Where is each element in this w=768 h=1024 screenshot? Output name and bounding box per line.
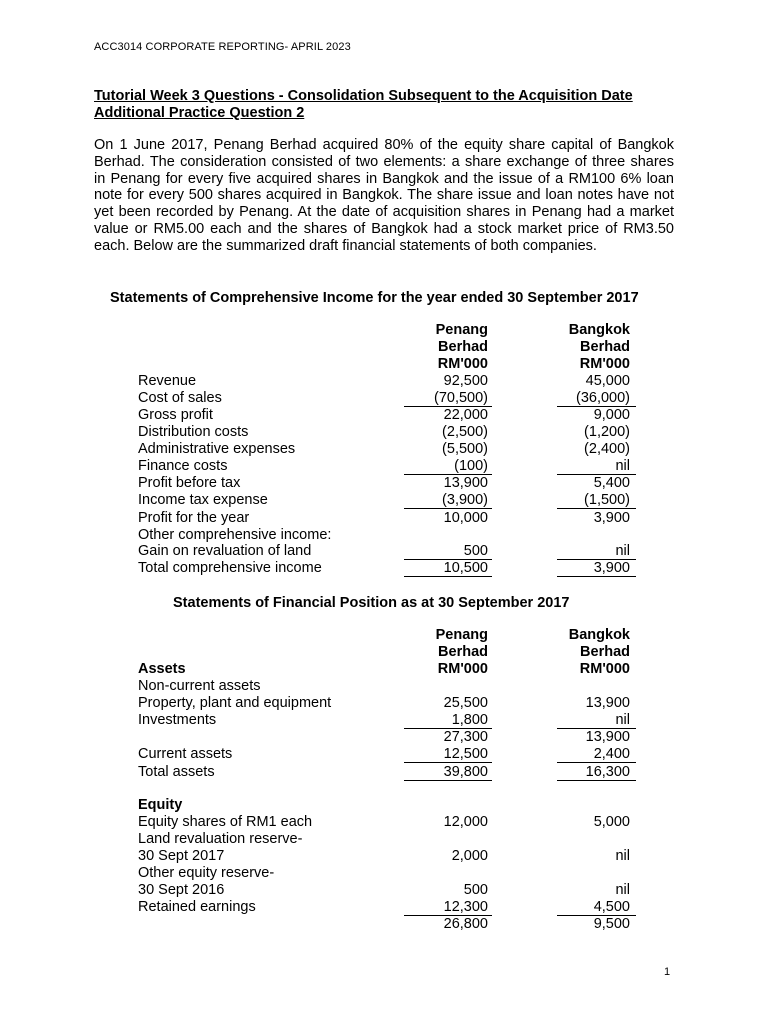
question-paragraph: On 1 June 2017, Penang Berhad acquired 80% of the equity share capital of Bangkok Berhad. The consideration consisted of two elements: a share exchange of three shares in Penang for every five acquired shares in Bangkok and the issue of a RM100 6% loan note for every 500 shares acquired in Bangkok. The share issue and loan notes have not yet been recorded by Penang. At the date of acquisition shares in Penang had a market value or RM5.00 each and the shares of Bangkok had a stock market price of RM3.50 each. Below are the summarized draft financial statements of both companies.: [94, 137, 674, 254]
row-label: Finance costs: [138, 458, 228, 474]
assets-heading: Assets: [138, 661, 186, 677]
income-statement-title: Statements of Comprehensive Income for the year ended 30 September 2017: [110, 290, 639, 306]
penang-value: 500: [463, 543, 488, 559]
position-row-equity-heading: [0, 797, 768, 814]
bangkok-value: 9,500: [593, 916, 630, 932]
rule: [557, 508, 636, 509]
bangkok-value: 9,000: [593, 407, 630, 423]
rule: [557, 780, 636, 781]
penang-value: 22,000: [443, 407, 488, 423]
row-label: Non-current assets: [138, 678, 261, 694]
income-row-revaluation-gain: [0, 543, 768, 560]
position-row-noncurrent-total: [0, 729, 768, 746]
row-label: 30 Sept 2016: [138, 882, 225, 898]
position-col1-h1: Penang: [435, 627, 488, 643]
penang-value: (100): [454, 458, 488, 474]
position-col2-h1: Bangkok: [568, 627, 630, 643]
penang-value: 10,000: [443, 510, 488, 526]
document-title: [94, 88, 684, 122]
rule: [404, 576, 492, 577]
position-col2-h2: Berhad: [580, 644, 630, 660]
income-col1-h2: Berhad: [438, 339, 488, 355]
rule: [557, 576, 636, 577]
income-row-tax: [0, 492, 768, 509]
income-col-header-1: [0, 322, 768, 339]
page-header: ACC3014 CORPORATE REPORTING- APRIL 2023: [94, 41, 351, 53]
income-row-admin: [0, 441, 768, 458]
title-line-2: Additional Practice Question 2: [94, 105, 305, 121]
row-label: Revenue: [138, 373, 197, 389]
bangkok-value: nil: [615, 848, 630, 864]
row-label: Income tax expense: [138, 492, 268, 508]
page-number: 1: [664, 966, 671, 978]
rule: [557, 762, 636, 763]
position-row-equity-total: [0, 916, 768, 933]
bangkok-value: 13,900: [585, 729, 630, 745]
penang-value: 12,500: [443, 746, 488, 762]
income-col2-h2: Berhad: [580, 339, 630, 355]
position-row-total-assets: [0, 764, 768, 781]
bangkok-value: nil: [615, 882, 630, 898]
income-row-profit-year: [0, 510, 768, 527]
income-col2-h1: Bangkok: [568, 322, 630, 338]
bangkok-value: 5,400: [593, 475, 630, 491]
row-label: 30 Sept 2017: [138, 848, 225, 864]
bangkok-value: nil: [615, 543, 630, 559]
row-label: Administrative expenses: [138, 441, 296, 457]
bangkok-value: 2,400: [593, 746, 630, 762]
row-label: Current assets: [138, 746, 233, 762]
income-row-revenue: [0, 373, 768, 390]
penang-value: (5,500): [442, 441, 488, 457]
position-row-retained-earnings: [0, 899, 768, 916]
row-label: Other equity reserve-: [138, 865, 275, 881]
penang-value: (3,900): [442, 492, 488, 508]
position-row-land-reserve-label: [0, 831, 768, 848]
income-row-gross-profit: [0, 407, 768, 424]
rule: [404, 762, 492, 763]
position-col-header-2: [0, 644, 768, 661]
income-col-header-3: [0, 356, 768, 373]
penang-value: 27,300: [443, 729, 488, 745]
rule: [404, 508, 492, 509]
penang-value: 500: [463, 882, 488, 898]
income-row-finance: [0, 458, 768, 475]
penang-value: 10,500: [443, 560, 488, 576]
income-row-distribution: [0, 424, 768, 441]
income-col1-h1: Penang: [435, 322, 488, 338]
bangkok-value: (36,000): [575, 390, 630, 406]
bangkok-value: 4,500: [593, 899, 630, 915]
position-row-ppe: [0, 695, 768, 712]
penang-value: 26,800: [443, 916, 488, 932]
penang-value: 2,000: [451, 848, 488, 864]
bangkok-value: nil: [615, 712, 630, 728]
row-label: Gain on revaluation of land: [138, 543, 312, 559]
income-col-header-2: [0, 339, 768, 356]
row-label: Distribution costs: [138, 424, 249, 440]
penang-value: 1,800: [451, 712, 488, 728]
row-label: Profit before tax: [138, 475, 241, 491]
row-label: Investments: [138, 712, 217, 728]
position-row-equity-shares: [0, 814, 768, 831]
penang-value: 12,300: [443, 899, 488, 915]
financial-position-title: Statements of Financial Position as at 30 September 2017: [173, 595, 570, 611]
position-row-investments: [0, 712, 768, 729]
income-row-cost-of-sales: [0, 390, 768, 407]
penang-value: 13,900: [443, 475, 488, 491]
bangkok-value: (2,400): [584, 441, 630, 457]
title-line-1: Tutorial Week 3 Questions - Consolidation Subsequent to the Acquisition Date: [94, 88, 633, 104]
bangkok-value: 3,900: [593, 560, 630, 576]
position-row-land-reserve: [0, 848, 768, 865]
income-row-total-ci: [0, 560, 768, 577]
penang-value: (2,500): [442, 424, 488, 440]
row-label: Other comprehensive income:: [138, 527, 332, 543]
position-col2-h3: RM'000: [579, 661, 630, 677]
bangkok-value: 3,900: [593, 510, 630, 526]
bangkok-value: 45,000: [585, 373, 630, 389]
position-col-header-1: [0, 627, 768, 644]
bangkok-value: 16,300: [585, 764, 630, 780]
bangkok-value: nil: [615, 458, 630, 474]
position-row-noncurrent: [0, 678, 768, 695]
row-label: Total assets: [138, 764, 215, 780]
row-label: Total comprehensive income: [138, 560, 322, 576]
bangkok-value: 5,000: [593, 814, 630, 830]
row-label: Equity shares of RM1 each: [138, 814, 313, 830]
income-row-pbt: [0, 475, 768, 492]
rule: [404, 780, 492, 781]
row-label: Gross profit: [138, 407, 213, 423]
position-col1-h2: Berhad: [438, 644, 488, 660]
position-row-other-reserve: [0, 882, 768, 899]
penang-value: 92,500: [443, 373, 488, 389]
income-col1-h3: RM'000: [437, 356, 488, 372]
position-row-other-reserve-label: [0, 865, 768, 882]
income-col2-h3: RM'000: [579, 356, 630, 372]
bangkok-value: (1,200): [584, 424, 630, 440]
row-label: Cost of sales: [138, 390, 222, 406]
penang-value: 39,800: [443, 764, 488, 780]
position-row-current-assets: [0, 746, 768, 763]
penang-value: 25,500: [443, 695, 488, 711]
penang-value: 12,000: [443, 814, 488, 830]
row-label: Retained earnings: [138, 899, 256, 915]
bangkok-value: 13,900: [585, 695, 630, 711]
position-col-header-3: [0, 661, 768, 678]
bangkok-value: (1,500): [584, 492, 630, 508]
income-row-oci-heading: [0, 527, 768, 544]
row-label: Profit for the year: [138, 510, 250, 526]
equity-heading: Equity: [138, 797, 183, 813]
penang-value: (70,500): [433, 390, 488, 406]
position-col1-h3: RM'000: [437, 661, 488, 677]
row-label: Property, plant and equipment: [138, 695, 332, 711]
row-label: Land revaluation reserve-: [138, 831, 303, 847]
